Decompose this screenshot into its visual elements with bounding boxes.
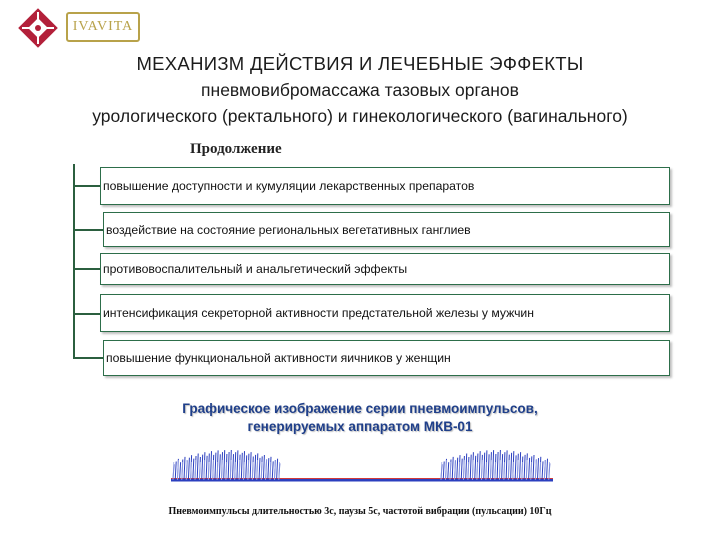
connector-branch bbox=[73, 185, 101, 187]
continuation-label: Продолжение bbox=[190, 141, 282, 157]
connector-branch bbox=[73, 357, 103, 359]
graph-title-line1: Графическое изображение серии пневмоимпульсов, bbox=[182, 401, 538, 416]
page-subtitle-line2: урологического (ректального) и гинекологического (вагинального) bbox=[92, 106, 628, 126]
graph-title bbox=[0, 400, 720, 436]
effect-item: интенсификация секреторной активности предстательной железы у мужчин bbox=[100, 294, 670, 332]
effect-item: повышение функциональной активности яичников у женщин bbox=[103, 340, 670, 376]
connector-branch bbox=[73, 229, 103, 231]
graph-title-line2: генерируемых аппаратом МКВ-01 bbox=[247, 419, 473, 434]
connector-vertical-line bbox=[73, 164, 75, 358]
page-title: МЕХАНИЗМ ДЕЙСТВИЯ И ЛЕЧЕБНЫЕ ЭФФЕКТЫ bbox=[136, 53, 584, 74]
effect-item: противовоспалительный и анальгетический эффекты bbox=[100, 253, 670, 285]
logo-text: IVAVITA bbox=[72, 19, 134, 34]
pulse-waveform-image bbox=[159, 438, 565, 492]
page-subtitle-line1: пневмовибромассажа тазовых органов bbox=[201, 80, 519, 100]
logo-emblem-icon bbox=[16, 6, 60, 50]
logo-wordmark bbox=[66, 12, 140, 42]
graph-caption: Пневмоимпульсы длительностью 3с, паузы 5с, частотой вибрации (пульсации) 10Гц bbox=[168, 506, 552, 517]
effect-item: повышение доступности и кумуляции лекарственных препаратов bbox=[100, 167, 670, 205]
connector-branch bbox=[73, 313, 101, 315]
logo bbox=[14, 6, 142, 46]
connector-branch bbox=[73, 268, 101, 270]
effect-item: воздействие на состояние региональных вегетативных ганглиев bbox=[103, 212, 670, 247]
